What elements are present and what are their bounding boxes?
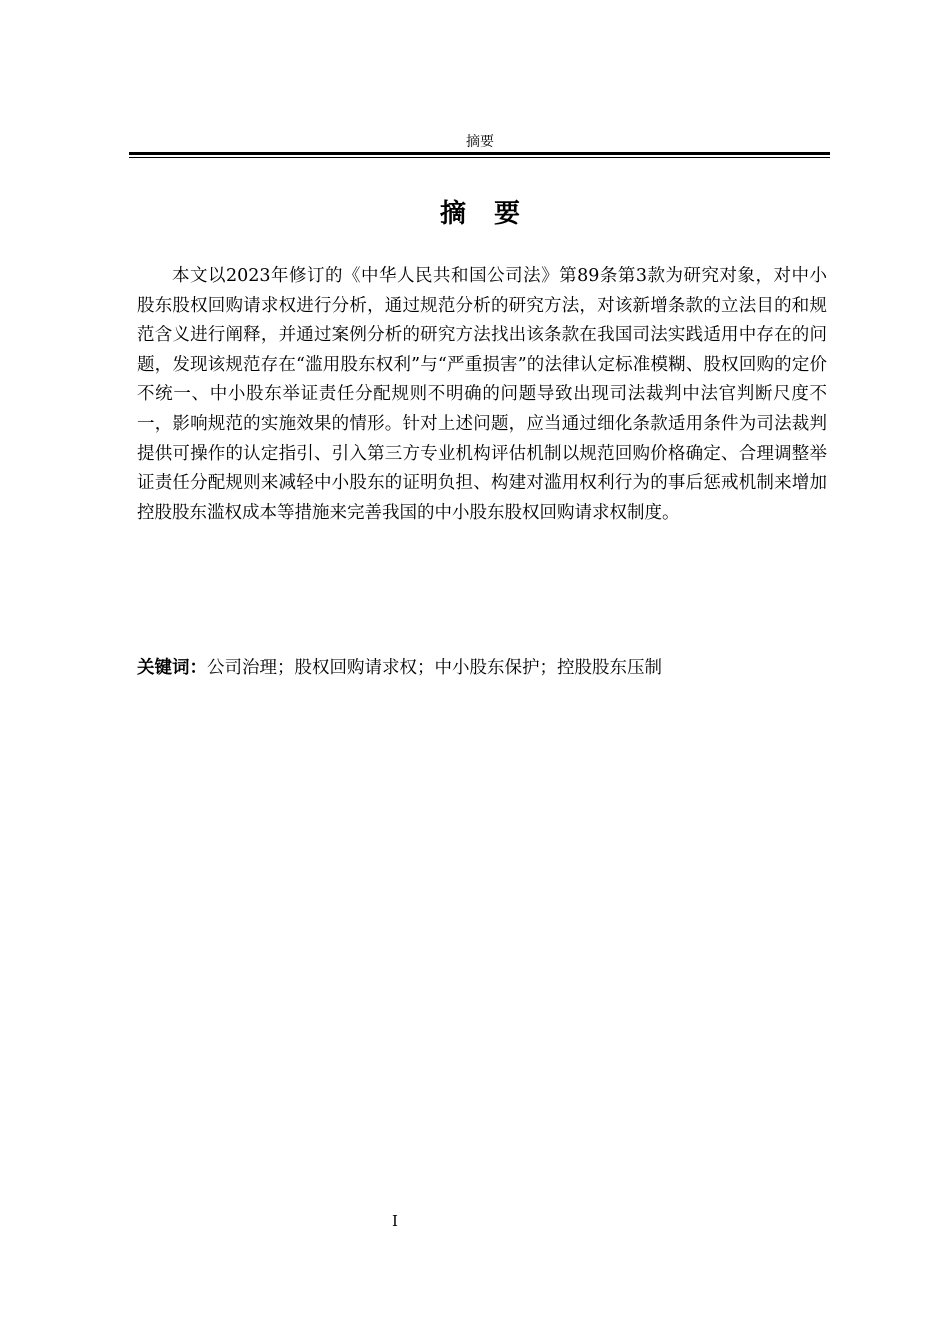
abstract-paragraph: 本文以2023年修订的《中华人民共和国公司法》第89条第3款为研究对象，对中小股东股权回购请求权进行分析，通过规范分析的研究方法，对该新增条款的立法目的和规范含义进行阐释，并通过案例分析的研究方法找出该条款在我国司法实践适用中存在的问题，发现该规范存在“滥用股东权利”与“严重损害”的法律认定标准模糊、股权回购的定价不统一、中小股东举证责任分配规则不明确的问题导致出现司法裁判中法官判断尺度不一，影响规范的实施效果的情形。针对上述问题，应当通过细化条款适用条件为司法裁判提供可操作的认定指引、引入第三方专业机构评估机制以规范回购价格确定、合理调整举证责任分配规则来减轻中小股东的证明负担、构建对滥用权利行为的事后惩戒机制来增加控股股东滥权成本等措施来完善我国的中小股东股权回购请求权制度。 bbox=[137, 266, 827, 523]
page-title: 摘要 bbox=[439, 199, 548, 229]
keywords-line bbox=[137, 655, 827, 681]
keywords-label: 关键词： bbox=[137, 658, 207, 678]
keywords-text: 公司治理；股权回购请求权；中小股东保护；控股股东压制 bbox=[207, 658, 662, 678]
header-rule-thin bbox=[129, 157, 830, 158]
running-header: 摘要 bbox=[466, 134, 494, 150]
page-number: I bbox=[392, 1212, 398, 1230]
header-rule-thick bbox=[129, 152, 830, 155]
